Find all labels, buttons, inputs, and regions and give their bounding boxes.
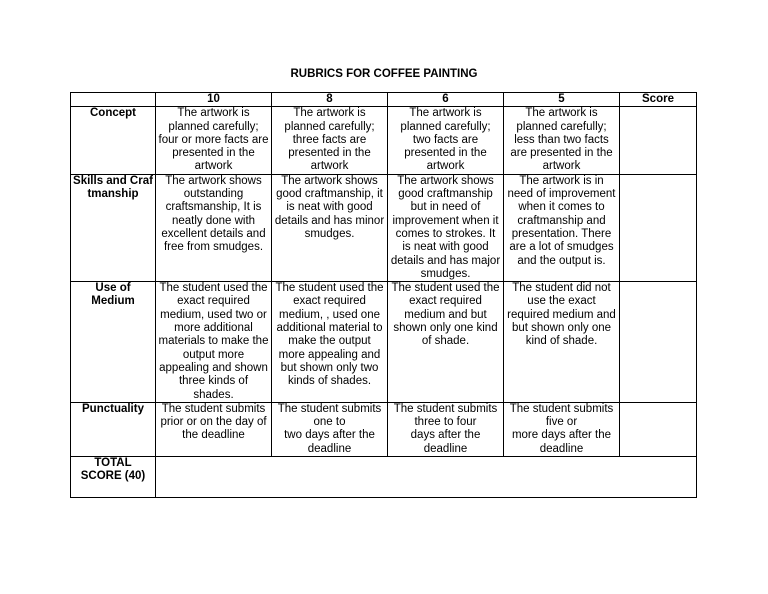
rubric-table bbox=[70, 92, 697, 498]
header-8: 8 bbox=[272, 93, 388, 107]
cell-medium-5: The student did not use the exact required medium and but shown only one kind of shade. bbox=[504, 282, 620, 403]
cell-concept-5: The artwork is planned carefully; less than two facts are presented in the artwork bbox=[504, 107, 620, 174]
score-skills[interactable] bbox=[620, 174, 697, 281]
cell-skills-10: The artwork shows outstanding craftsmanship, It is neatly done with excellent details and free from smudges. bbox=[156, 174, 272, 281]
criterion-medium: Use of Medium bbox=[71, 282, 156, 403]
cell-skills-6: The artwork shows good craftmanship but in need of improvement when it comes to strokes. It is neat with good details and has major smudges. bbox=[388, 174, 504, 281]
score-concept[interactable] bbox=[620, 107, 697, 174]
cell-punctuality-8: The student submits one to two days after the deadline bbox=[272, 402, 388, 456]
cell-concept-10: The artwork is planned carefully; four or more facts are presented in the artwork bbox=[156, 107, 272, 174]
cell-medium-10: The student used the exact required medium, used two or more additional materials to make the output more appealing and shown three kinds of shades. bbox=[156, 282, 272, 403]
criterion-skills: Skills and Craftmanship bbox=[71, 174, 156, 281]
cell-concept-6: The artwork is planned carefully; two facts are presented in the artwork bbox=[388, 107, 504, 174]
cell-concept-8: The artwork is planned carefully; three facts are presented in the artwork bbox=[272, 107, 388, 174]
criterion-concept: Concept bbox=[71, 107, 156, 174]
document-title: RUBRICS FOR COFFEE PAINTING bbox=[290, 68, 478, 80]
header-criterion bbox=[71, 93, 156, 107]
table-row bbox=[71, 402, 697, 456]
header-score: Score bbox=[620, 93, 697, 107]
header-row bbox=[71, 93, 697, 107]
cell-medium-8: The student used the exact required medium, , used one additional material to make the output more appealing and but shown only two kinds of shades. bbox=[272, 282, 388, 403]
cell-skills-8: The artwork shows good craftmanship, it is neat with good details and has minor smudges. bbox=[272, 174, 388, 281]
table-row bbox=[71, 107, 697, 174]
header-5: 5 bbox=[504, 93, 620, 107]
table-row bbox=[71, 174, 697, 281]
score-medium[interactable] bbox=[620, 282, 697, 403]
header-10: 10 bbox=[156, 93, 272, 107]
total-score-value[interactable] bbox=[156, 457, 697, 498]
criterion-punctuality: Punctuality bbox=[71, 402, 156, 456]
cell-punctuality-10: The student submits prior or on the day of the deadline bbox=[156, 402, 272, 456]
cell-punctuality-5: The student submits five or more days after the deadline bbox=[504, 402, 620, 456]
header-6: 6 bbox=[388, 93, 504, 107]
score-punctuality[interactable] bbox=[620, 402, 697, 456]
total-score-label: TOTAL SCORE (40) bbox=[71, 457, 156, 498]
cell-skills-5: The artwork is in need of improvement when it comes to craftmanship and presentation. There are a lot of smudges and the output is. bbox=[504, 174, 620, 281]
cell-punctuality-6: The student submits three to four days after the deadline bbox=[388, 402, 504, 456]
table-row bbox=[71, 282, 697, 403]
total-row bbox=[71, 457, 697, 498]
cell-medium-6: The student used the exact required medium and but shown only one kind of shade. bbox=[388, 282, 504, 403]
